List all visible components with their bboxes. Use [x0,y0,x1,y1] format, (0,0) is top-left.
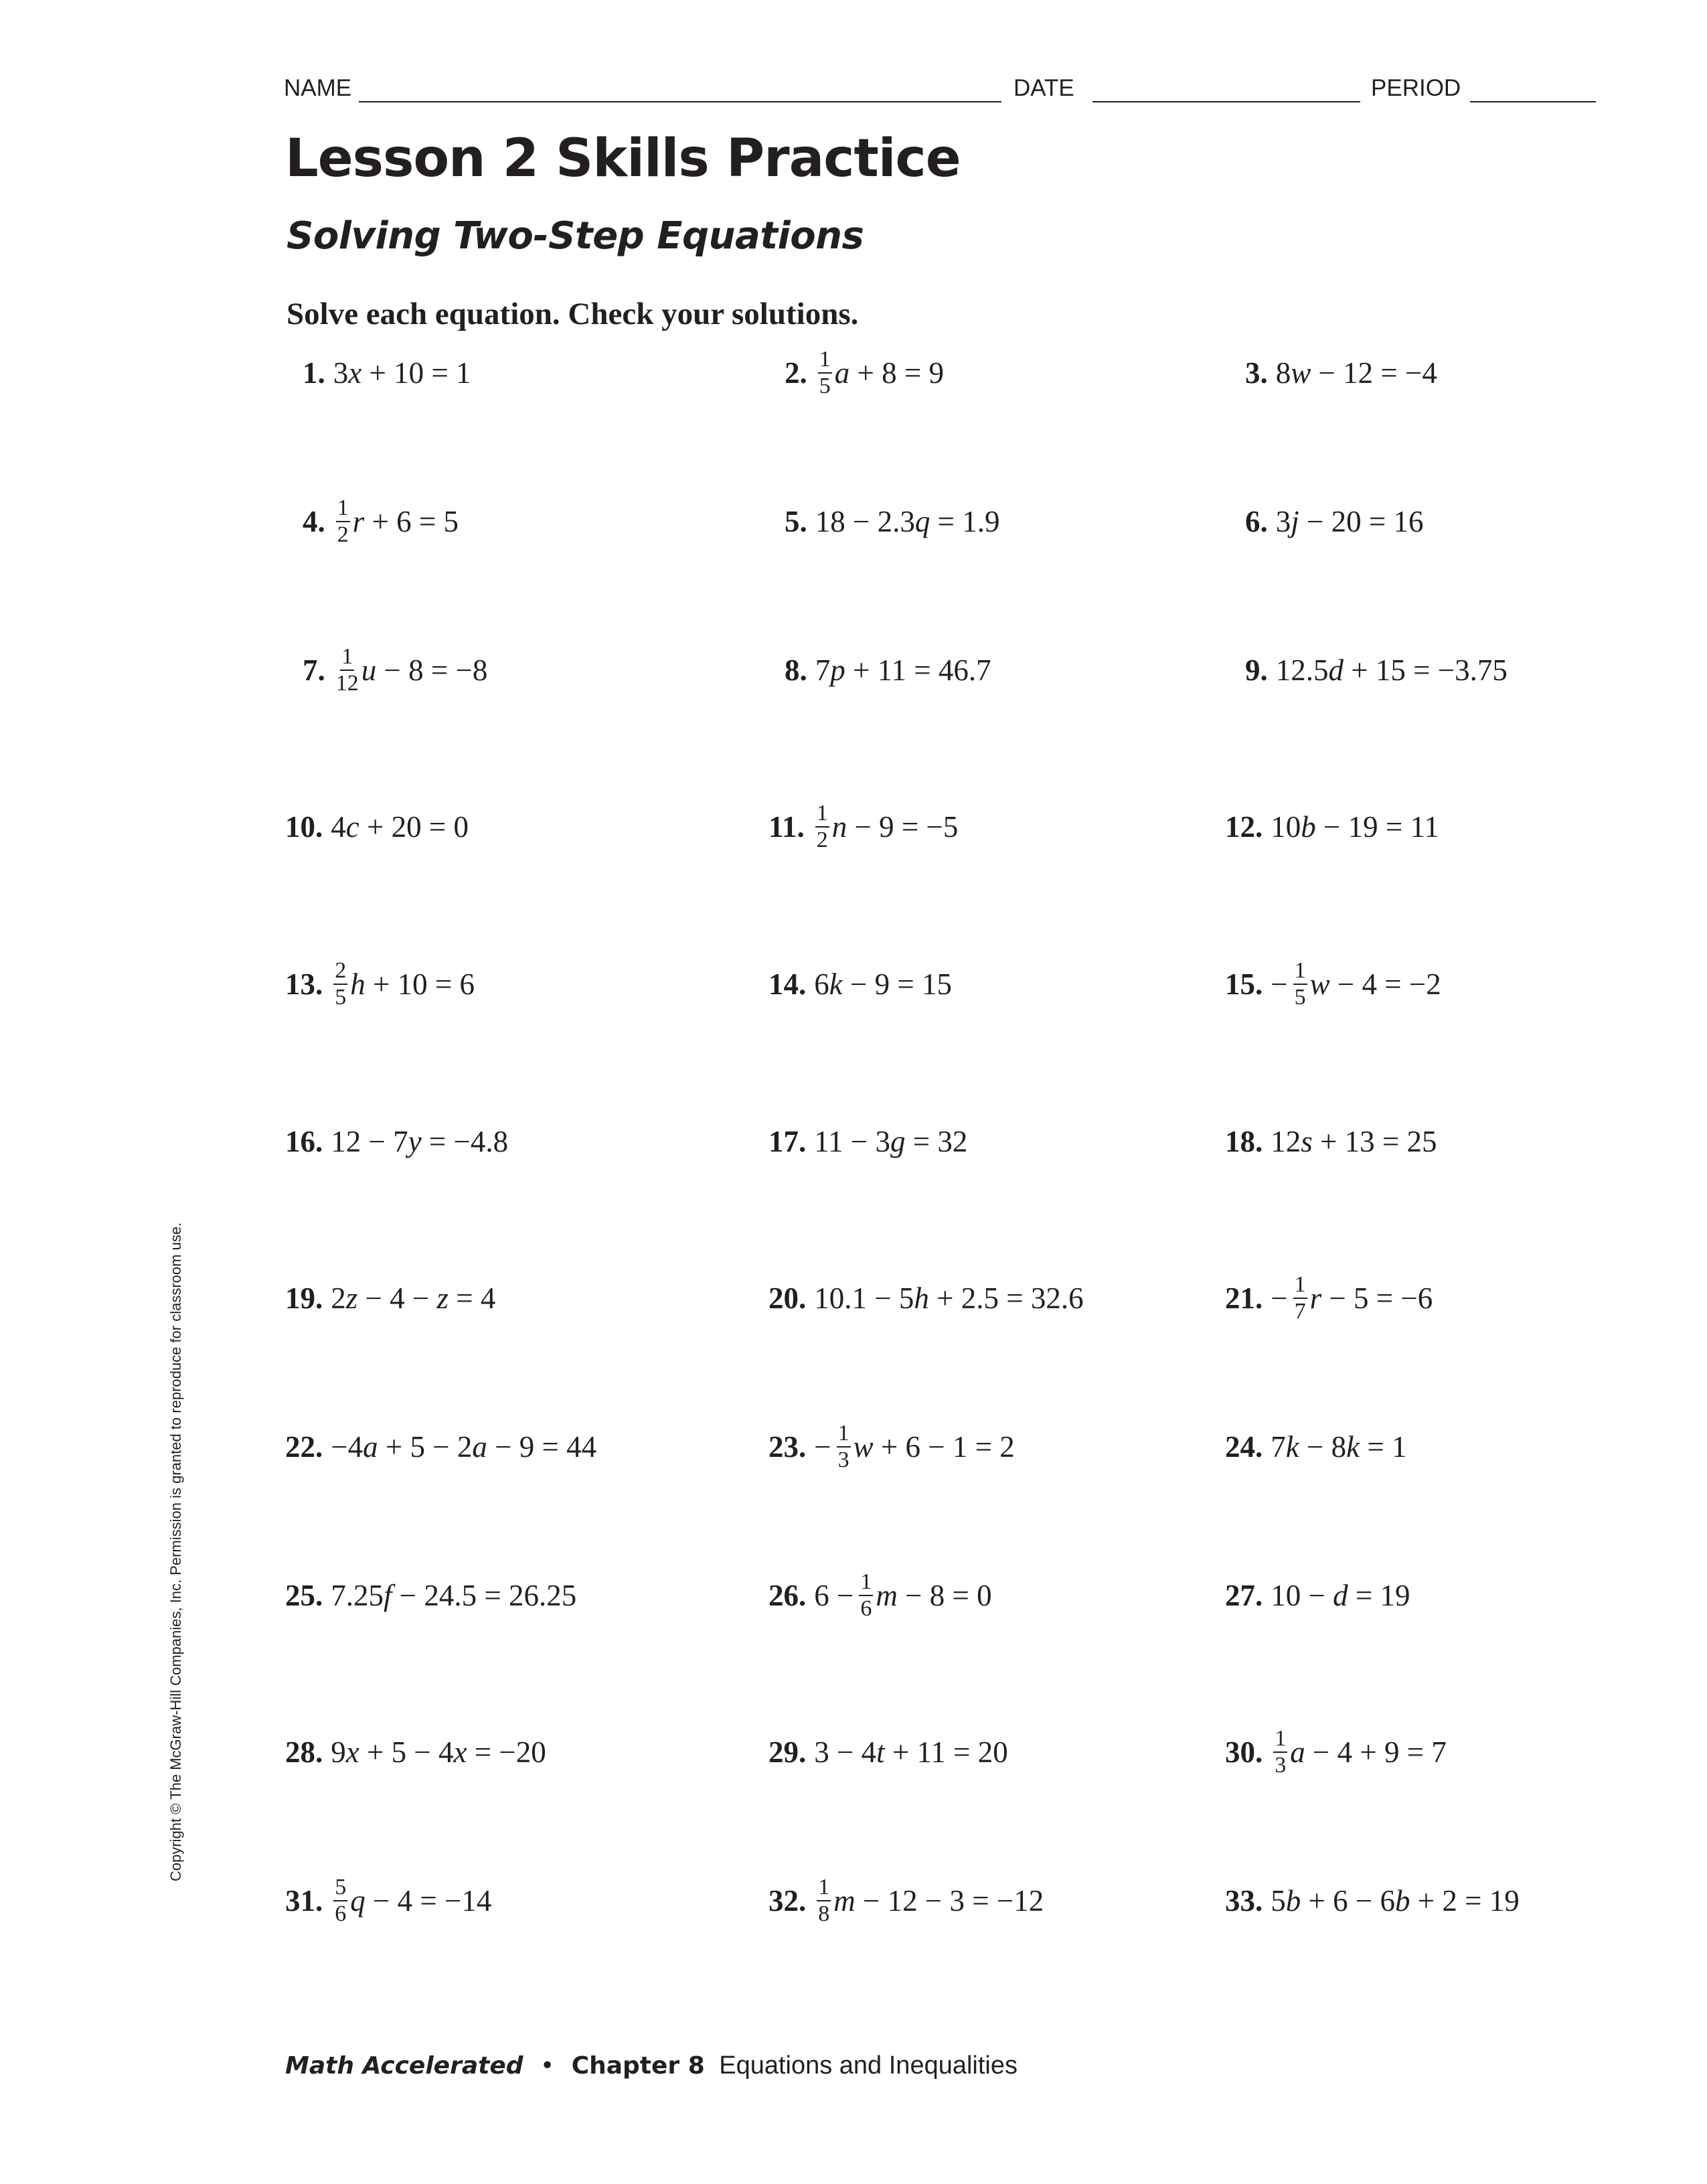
problem-equation [1271,1727,1447,1777]
problem-number: 29. [768,1735,807,1769]
problem-number: 24. [1225,1430,1263,1464]
problem-20 [768,1268,1084,1328]
equation-text: 7p + 11 = 46.7 [815,653,991,687]
problem-27 [1225,1565,1410,1626]
equation-prefix: − [1271,1281,1288,1315]
fraction-denominator: 7 [1294,1299,1306,1324]
problem-number: 8. [785,653,807,687]
problem-equation [814,1124,967,1159]
problem-number: 16. [285,1125,323,1158]
fraction-denominator: 5 [819,374,831,398]
fraction-coefficient [333,959,347,1009]
equation-text: h + 10 = 6 [350,967,475,1001]
equation-text: w − 4 = −2 [1309,967,1441,1001]
problem-equation [814,1571,991,1620]
equation-text: m − 8 = 0 [876,1579,992,1612]
problem-12 [1225,797,1439,857]
problem-number: 31. [285,1884,323,1918]
equation-text: 12 − 7y = −4.8 [331,1125,509,1158]
problem-number: 25. [285,1579,323,1612]
problem-equation [333,645,488,695]
equation-text: u − 8 = −8 [361,653,488,687]
problem-number: 20. [768,1281,807,1315]
name-label: NAME [284,75,352,101]
equation-prefix: − [1271,967,1288,1001]
fraction-coefficient [336,497,350,546]
fraction-coefficient [333,1876,347,1926]
fraction-denominator: 2 [816,828,828,852]
fraction-numerator: 1 [818,348,832,374]
fraction-coefficient [1273,1727,1287,1777]
problem-equation [1276,356,1437,390]
equation-text: 4c + 20 = 0 [331,810,469,844]
problem-32 [768,1871,1044,1931]
problem-number: 11. [768,810,805,844]
problem-equation [1271,809,1439,844]
equation-text: 12s + 13 = 25 [1271,1125,1437,1158]
equation-text: a + 8 = 9 [834,356,945,390]
problem-equation [1276,504,1424,539]
problem-equation [1271,1429,1406,1464]
equation-text: −4a + 5 − 2a − 9 = 44 [331,1430,597,1464]
equation-prefix: − [814,1430,831,1464]
fraction-coefficient [859,1571,873,1620]
problem-15 [1225,954,1441,1014]
fraction-coefficient [815,802,829,852]
equation-text: 10 − d = 19 [1271,1579,1410,1612]
equation-text: 7k − 8k = 1 [1271,1430,1407,1464]
fraction-numerator: 1 [336,497,350,522]
problem-equation [331,809,469,844]
equation-text: r − 5 = −6 [1309,1281,1433,1315]
problem-3 [1245,343,1437,403]
footer-book-title: Math Accelerated [285,2052,523,2080]
page-title: Lesson 2 Skills Practice [285,129,961,189]
problem-equation [815,653,991,688]
problem-number: 4. [303,505,325,538]
problem-33 [1225,1871,1520,1931]
equation-text: 9x + 5 − 4x = −20 [331,1735,546,1769]
equation-text: 7.25f − 24.5 = 26.25 [331,1579,577,1612]
equation-text: 10b − 19 = 11 [1271,810,1439,844]
problem-7 [303,640,487,700]
problem-23 [768,1417,1015,1477]
fraction-numerator: 1 [1293,1273,1307,1299]
problem-4 [303,491,459,552]
problem-equation [331,1281,495,1316]
fraction-coefficient [336,645,359,695]
problem-equation [1271,1273,1433,1323]
problem-equation [814,1735,1008,1770]
problem-equation [815,348,944,398]
period-blank[interactable] [1470,101,1596,102]
problem-number: 9. [1245,653,1268,687]
problem-equation [1271,1578,1410,1613]
problem-equation [815,504,1000,539]
fraction-numerator: 1 [859,1571,873,1596]
fraction-numerator: 2 [333,959,347,985]
problem-16 [285,1111,508,1172]
fraction-numerator: 1 [340,645,354,671]
problem-10 [285,797,469,857]
fraction-denominator: 2 [337,522,349,547]
problem-equation [333,497,459,546]
fraction-numerator: 1 [817,1876,831,1901]
problem-number: 3. [1245,356,1268,390]
problem-1 [303,343,471,403]
problem-9 [1245,640,1508,700]
page-subtitle: Solving Two-Step Equations [287,214,864,258]
footer-bullet: • [540,2052,555,2080]
problem-number: 22. [285,1430,323,1464]
fraction-denominator: 8 [818,1901,830,1926]
problem-equation [333,356,471,390]
problem-28 [285,1722,546,1782]
problem-number: 23. [768,1430,807,1464]
equation-text: 11 − 3g = 32 [814,1125,968,1158]
problem-number: 19. [285,1281,323,1315]
problem-equation [331,1429,596,1464]
problem-number: 30. [1225,1735,1263,1769]
equation-text: 18 − 2.3q = 1.9 [815,505,1000,538]
problem-13 [285,954,475,1014]
problem-8 [785,640,991,700]
problem-17 [768,1111,967,1172]
problem-equation [331,1876,491,1926]
problem-number: 18. [1225,1125,1263,1158]
problem-5 [785,491,1000,552]
page-footer [285,2051,1018,2080]
problem-31 [285,1871,491,1931]
problem-equation [1276,653,1508,688]
fraction-coefficient [1293,959,1307,1009]
problem-equation [814,967,952,1002]
problem-number: 33. [1225,1884,1263,1918]
equation-text: a − 4 + 9 = 7 [1290,1735,1447,1769]
problem-equation [814,1876,1044,1926]
problem-22 [285,1417,596,1477]
equation-text: 2z − 4 − z = 4 [331,1281,496,1315]
problem-number: 2. [785,356,807,390]
date-blank[interactable] [1092,101,1360,102]
problem-number: 32. [768,1884,807,1918]
problem-equation [814,1422,1015,1472]
problem-equation [814,1281,1083,1316]
fraction-denominator: 5 [1294,985,1306,1010]
problem-number: 14. [768,967,807,1001]
equation-text: q − 4 = −14 [350,1884,492,1918]
problem-equation [1271,1124,1437,1159]
problem-number: 15. [1225,967,1263,1001]
problem-24 [1225,1417,1407,1477]
problem-25 [285,1565,576,1626]
fraction-numerator: 5 [333,1876,347,1901]
problem-14 [768,954,952,1014]
fraction-denominator: 12 [335,671,359,696]
problem-19 [285,1268,495,1328]
problem-equation [331,1124,508,1159]
problem-number: 26. [768,1579,807,1612]
problem-equation [331,1735,546,1770]
equation-text: n − 9 = −5 [831,810,959,844]
fraction-coefficient [817,1876,831,1926]
fraction-numerator: 1 [837,1422,851,1448]
problem-number: 7. [303,653,325,687]
fraction-denominator: 6 [335,1901,347,1926]
footer-chapter: Chapter 8 [571,2052,705,2080]
fraction-denominator: 3 [1275,1753,1287,1778]
instructions: Solve each equation. Check your solutions. [287,297,859,331]
problem-11 [768,797,958,857]
problem-equation [1271,959,1441,1009]
equation-prefix: 6 − [814,1579,854,1612]
problem-number: 6. [1245,505,1268,538]
problem-number: 17. [768,1125,807,1158]
problem-equation [813,802,959,852]
problem-number: 12. [1225,810,1263,844]
problem-30 [1225,1722,1447,1782]
fraction-denominator: 6 [860,1596,872,1621]
equation-text: 5b + 6 − 6b + 2 = 19 [1271,1884,1520,1918]
problem-6 [1245,491,1424,552]
problem-29 [768,1722,1008,1782]
fraction-coefficient [818,348,832,398]
equation-text: m − 12 − 3 = −12 [833,1884,1044,1918]
fraction-denominator: 5 [335,985,347,1010]
header-fields [284,72,1596,112]
problem-equation [1271,1883,1520,1918]
period-label: PERIOD [1371,75,1461,101]
fraction-denominator: 3 [837,1448,849,1472]
equation-text: 12.5d + 15 = −3.75 [1275,653,1508,687]
problem-number: 5. [785,505,807,538]
equation-text: 10.1 − 5h + 2.5 = 32.6 [814,1281,1084,1315]
equation-text: w + 6 − 1 = 2 [853,1430,1015,1464]
equation-text: 3j − 20 = 16 [1275,505,1424,538]
problem-number: 10. [285,810,323,844]
name-blank[interactable] [359,101,1001,102]
problem-26 [768,1565,992,1626]
fraction-coefficient [837,1422,851,1472]
equation-text: 3x + 10 = 1 [333,356,471,390]
problem-18 [1225,1111,1437,1172]
problem-equation [331,959,475,1009]
date-label: DATE [1013,75,1074,101]
fraction-coefficient [1293,1273,1307,1323]
problem-2 [785,343,944,403]
problem-equation [331,1578,576,1613]
problem-number: 27. [1225,1579,1263,1612]
problem-number: 1. [303,356,325,390]
problem-number: 13. [285,967,323,1001]
equation-text: r + 6 = 5 [352,505,459,538]
fraction-numerator: 1 [815,802,829,828]
copyright-notice: Copyright © The McGraw-Hill Companies, Inc. Permission is granted to reproduce for classroom use. [167,1222,184,1881]
problem-21 [1225,1268,1433,1328]
footer-chapter-title: Equations and Inequalities [719,2051,1018,2080]
fraction-numerator: 1 [1273,1727,1287,1753]
problem-number: 28. [285,1735,323,1769]
equation-text: 3 − 4t + 11 = 20 [814,1735,1008,1769]
equation-text: 6k − 9 = 15 [814,967,952,1001]
equation-text: 8w − 12 = −4 [1275,356,1437,390]
fraction-numerator: 1 [1293,959,1307,985]
problem-number: 21. [1225,1281,1263,1315]
